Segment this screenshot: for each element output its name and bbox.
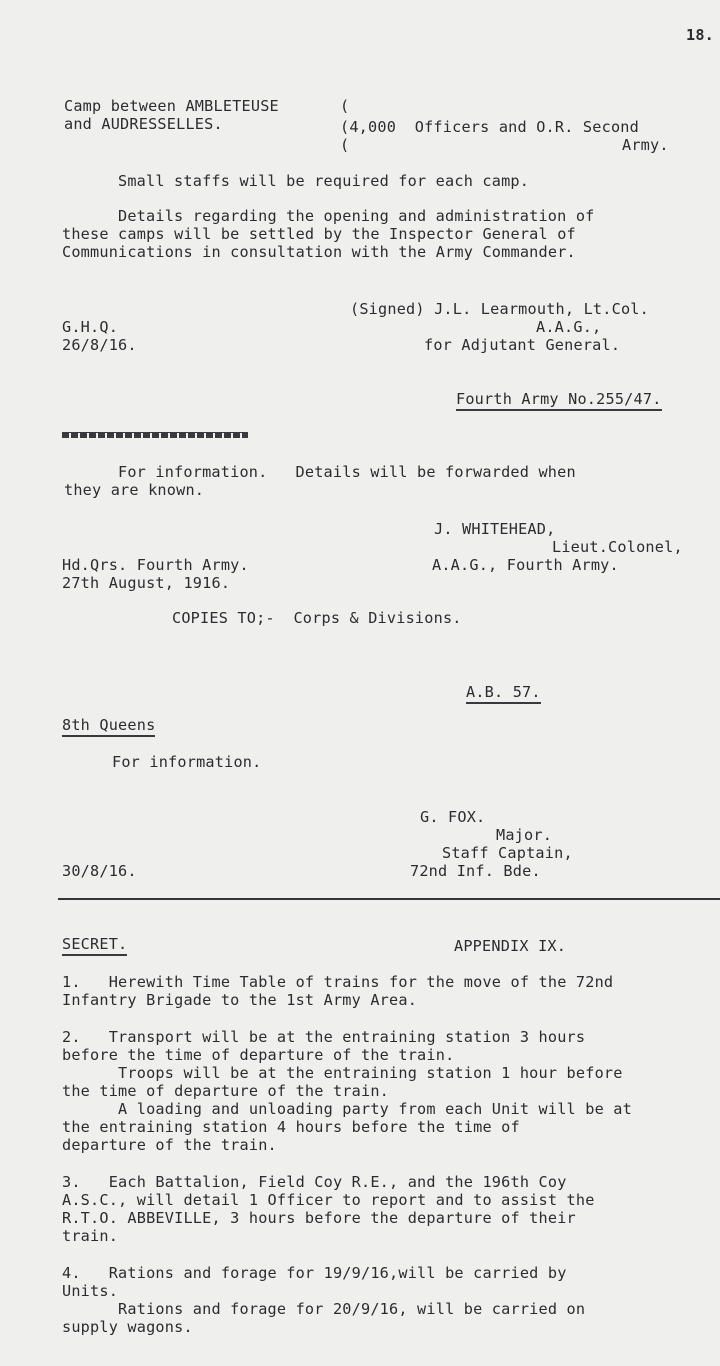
camp-bracket-bottom: ( bbox=[340, 136, 350, 154]
fox-rank: Major. bbox=[496, 826, 553, 844]
page-number: 18. bbox=[686, 26, 715, 44]
ghq-date: 26/8/16. bbox=[62, 336, 137, 354]
camp-capacity-army: Army. bbox=[622, 136, 669, 154]
camp-capacity-line: (4,000 Officers and O.R. Second bbox=[340, 118, 639, 136]
whitehead-title: A.A.G., Fourth Army. bbox=[432, 556, 619, 574]
item-3-line-1: 3. Each Battalion, Field Coy R.E., and the 196th Coy bbox=[62, 1173, 567, 1191]
signed-for-adjutant: for Adjutant General. bbox=[424, 336, 621, 354]
item-3-line-2: A.S.C., will detail 1 Officer to report and to assist the bbox=[62, 1191, 595, 1209]
camp-bracket-top: ( bbox=[340, 97, 350, 115]
item-4-line-3: Rations and forage for 20/9/16, will be carried on bbox=[62, 1300, 586, 1318]
item-2-line-7: departure of the train. bbox=[62, 1136, 277, 1154]
secret-heading: SECRET. bbox=[62, 935, 127, 956]
item-3-line-3: R.T.O. ABBEVILLE, 3 hours before the departure of their bbox=[62, 1209, 576, 1227]
item-2-line-6: the entraining station 4 hours before the time of bbox=[62, 1118, 520, 1136]
fourth-army-reference: Fourth Army No.255/47. bbox=[456, 390, 662, 411]
info-line-1: For information. Details will be forwarded when bbox=[118, 463, 576, 481]
whitehead-name: J. WHITEHEAD, bbox=[434, 520, 556, 538]
signed-learmouth: (Signed) J.L. Learmouth, Lt.Col. bbox=[350, 300, 649, 318]
item-3-line-4: train. bbox=[62, 1227, 119, 1245]
item-4-line-1: 4. Rations and forage for 19/9/16,will be carried by bbox=[62, 1264, 567, 1282]
whitehead-date: 27th August, 1916. bbox=[62, 574, 231, 592]
dashed-separator bbox=[62, 432, 248, 438]
camp-location-line-2: and AUDRESSELLES. bbox=[64, 115, 223, 133]
fox-date: 30/8/16. bbox=[62, 862, 137, 880]
small-staffs-line: Small staffs will be required for each camp. bbox=[118, 172, 530, 190]
copies-to: COPIES TO;- Corps & Divisions. bbox=[172, 609, 462, 627]
whitehead-rank: Lieut.Colonel, bbox=[552, 538, 683, 556]
details-line-1: Details regarding the opening and administration of bbox=[118, 207, 595, 225]
item-2-line-2: before the time of departure of the train. bbox=[62, 1046, 455, 1064]
fox-title: Staff Captain, bbox=[442, 844, 573, 862]
fox-name: G. FOX. bbox=[420, 808, 486, 826]
signed-aag: A.A.G., bbox=[536, 318, 602, 336]
fourth-army-hq: Hd.Qrs. Fourth Army. bbox=[62, 556, 249, 574]
item-1-line-2: Infantry Brigade to the 1st Army Area. bbox=[62, 991, 418, 1009]
item-2-line-3: Troops will be at the entraining station 1 hour before bbox=[62, 1064, 623, 1082]
camp-location-line-1: Camp between AMBLETEUSE bbox=[64, 97, 279, 115]
ghq-label: G.H.Q. bbox=[62, 318, 119, 336]
item-1-line-1: 1. Herewith Time Table of trains for the move of the 72nd bbox=[62, 973, 614, 991]
item-4-line-4: supply wagons. bbox=[62, 1318, 193, 1336]
details-line-3: Communications in consultation with the Army Commander. bbox=[62, 243, 576, 261]
recipient-unit: 8th Queens bbox=[62, 716, 155, 737]
ab-reference: A.B. 57. bbox=[466, 683, 541, 704]
section-divider bbox=[58, 898, 720, 900]
item-2-line-1: 2. Transport will be at the entraining station 3 hours bbox=[62, 1028, 586, 1046]
appendix-heading: APPENDIX IX. bbox=[454, 937, 567, 955]
item-2-line-5: A loading and unloading party from each Unit will be at bbox=[62, 1100, 632, 1118]
details-line-2: these camps will be settled by the Inspector General of bbox=[62, 225, 576, 243]
item-4-line-2: Units. bbox=[62, 1282, 119, 1300]
info-line-2: they are known. bbox=[64, 481, 205, 499]
for-information: For information. bbox=[112, 753, 262, 771]
item-2-line-4: the time of departure of the train. bbox=[62, 1082, 390, 1100]
fox-brigade: 72nd Inf. Bde. bbox=[410, 862, 541, 880]
